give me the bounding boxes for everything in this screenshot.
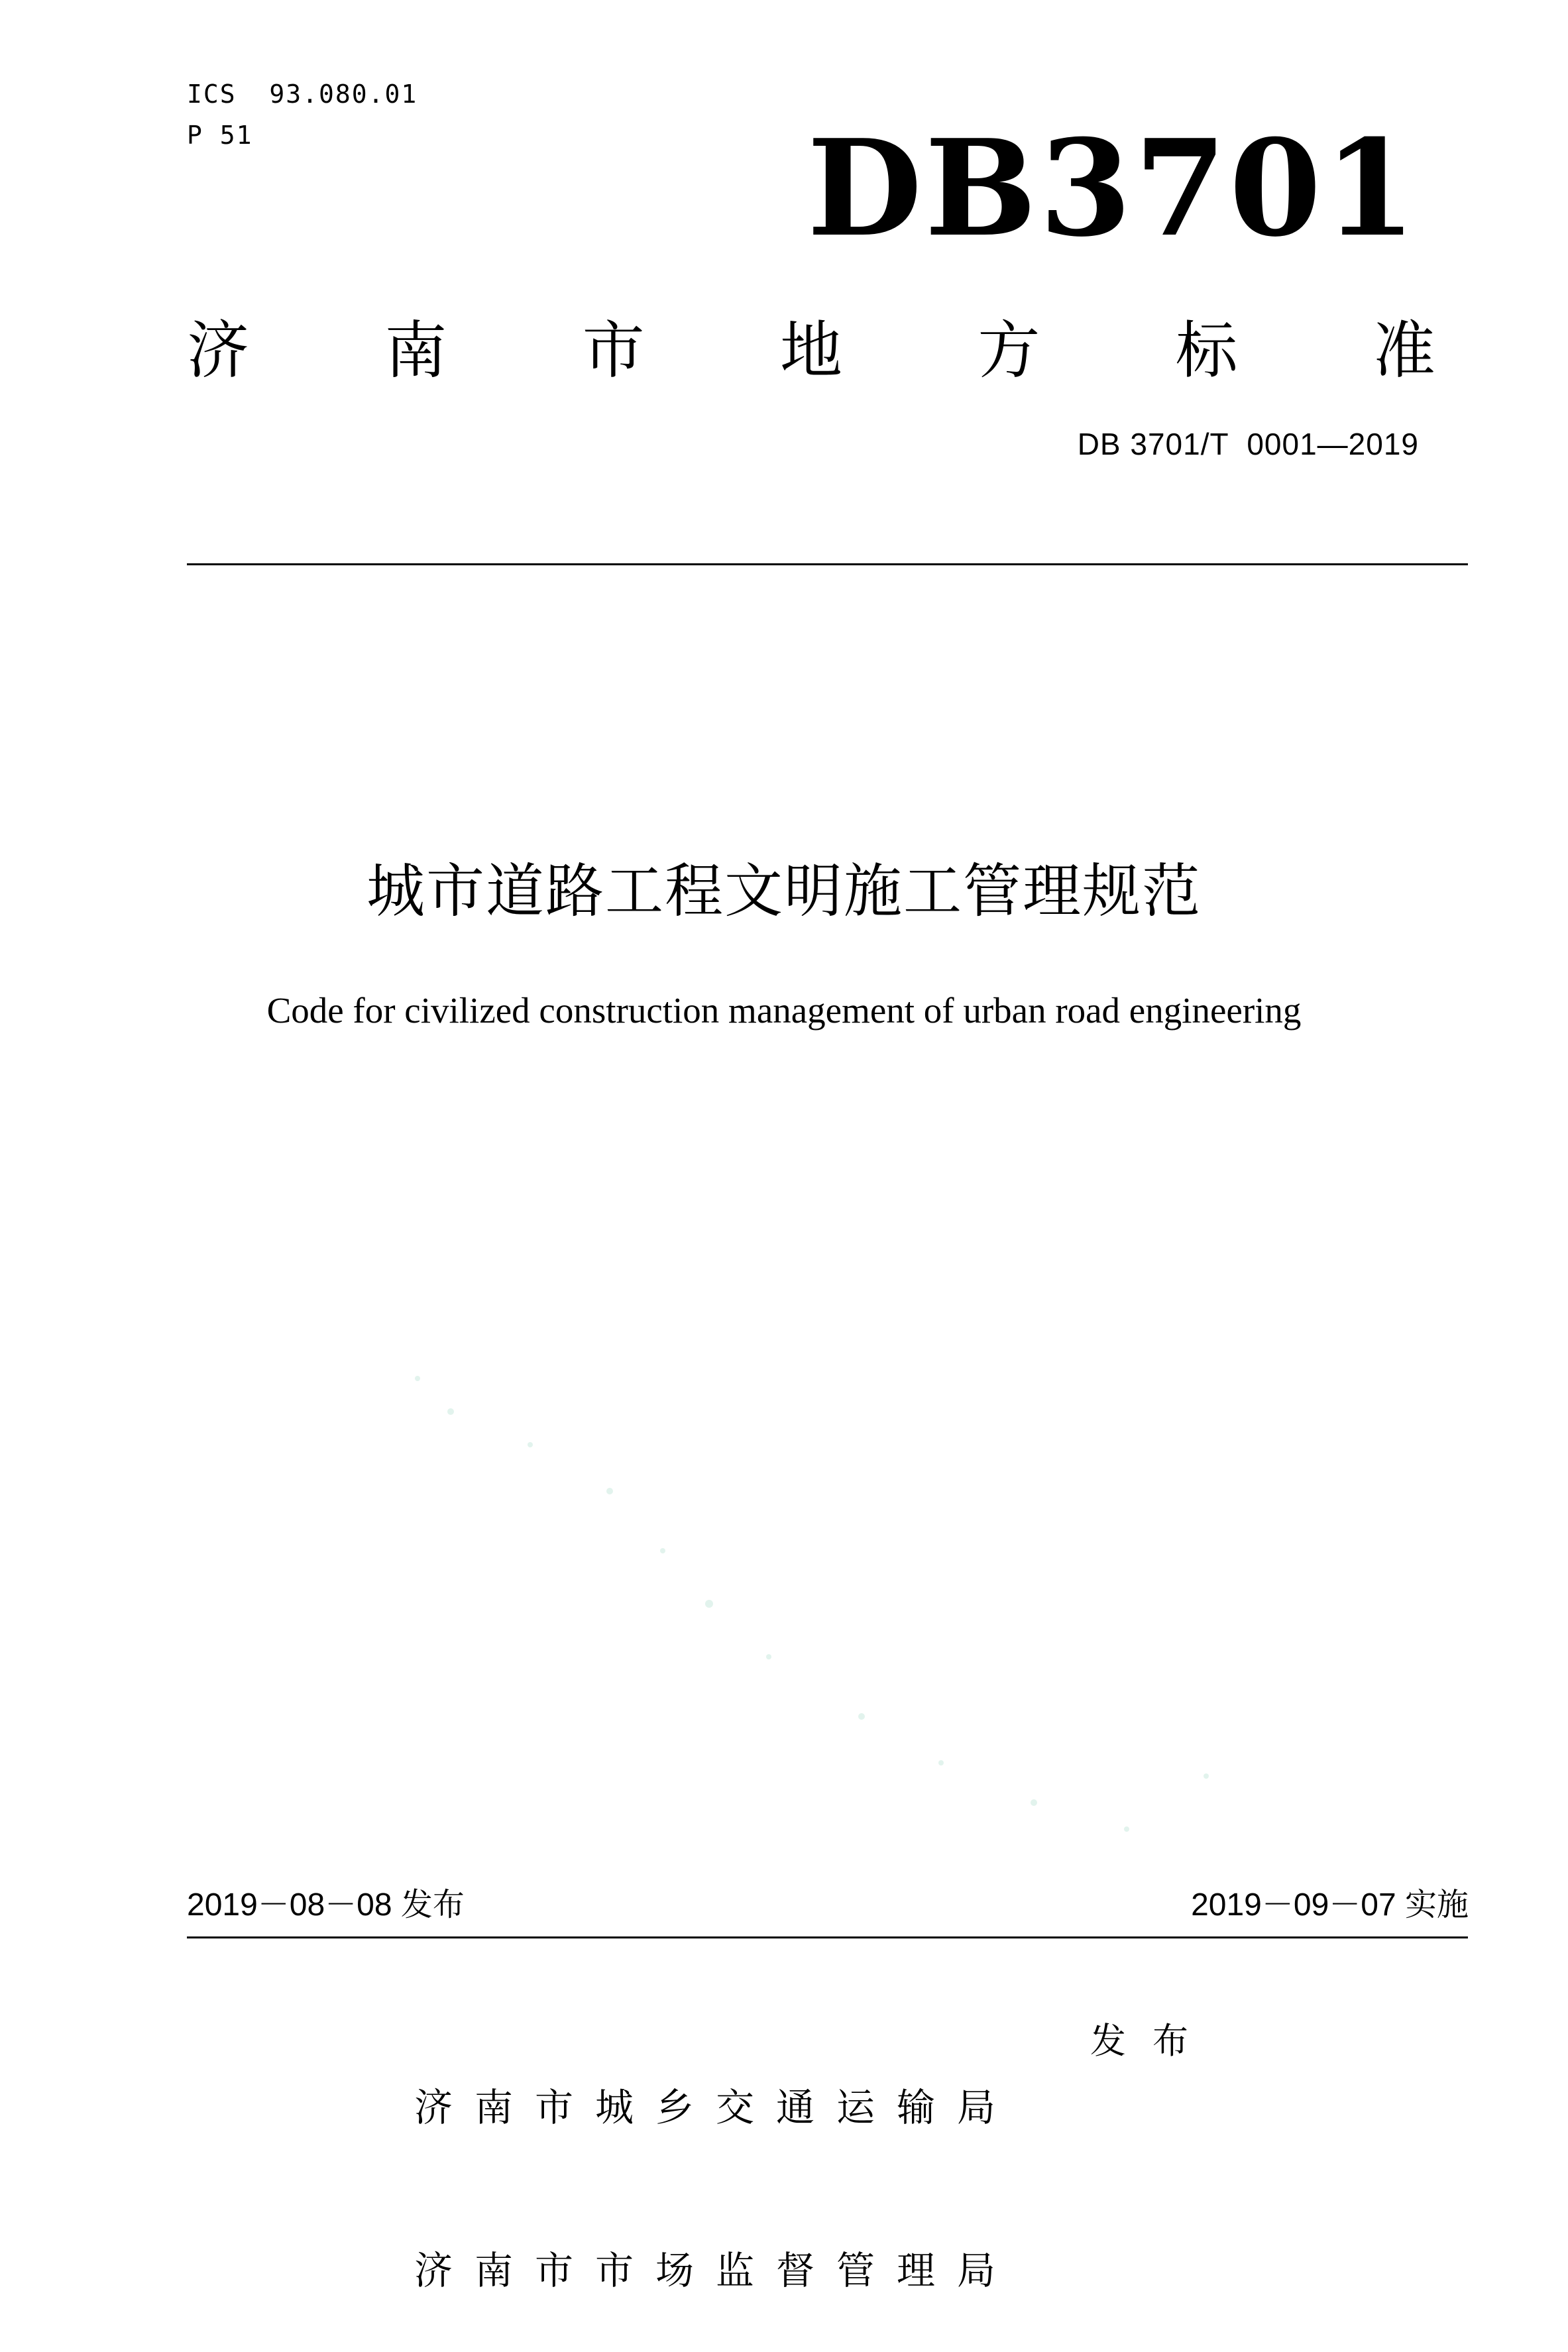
top-divider (187, 563, 1468, 565)
title-chinese: 城市道路工程文明施工管理规范 (366, 857, 1202, 925)
issuer-name: 济南市市场监督管理局 (414, 2248, 1018, 2293)
standard-type-char: 标 (1175, 314, 1238, 387)
ics-code: ICS 93.080.01 (187, 80, 418, 109)
standard-number: DB 3701/T 0001—2019 (1077, 427, 1419, 461)
faint-watermark (398, 1325, 1259, 1856)
standard-type-char: 地 (779, 314, 842, 387)
title-english: Code for civilized construction management of urban road engineering (266, 990, 1302, 1031)
classification-code: P 51 (187, 121, 253, 150)
standard-type-char: 济 (187, 314, 250, 387)
standard-type-char: 准 (1372, 314, 1435, 387)
issue-label: 发布 (1090, 2020, 1215, 2062)
issuer-name: 济南市城乡交通运输局 (414, 2085, 1018, 2130)
bottom-divider (187, 1936, 1468, 1938)
standard-type-char: 方 (978, 314, 1040, 387)
standard-type-char: 市 (582, 314, 645, 387)
standard-type (187, 302, 1435, 388)
issuing-authorities (414, 1972, 1017, 2352)
issue-date: 2019－08－08 发布 (187, 1887, 465, 1923)
standard-type-char: 南 (384, 314, 447, 387)
db-logo: DB3701 (807, 111, 1419, 266)
effective-date: 2019－09－07 实施 (1191, 1887, 1469, 1923)
